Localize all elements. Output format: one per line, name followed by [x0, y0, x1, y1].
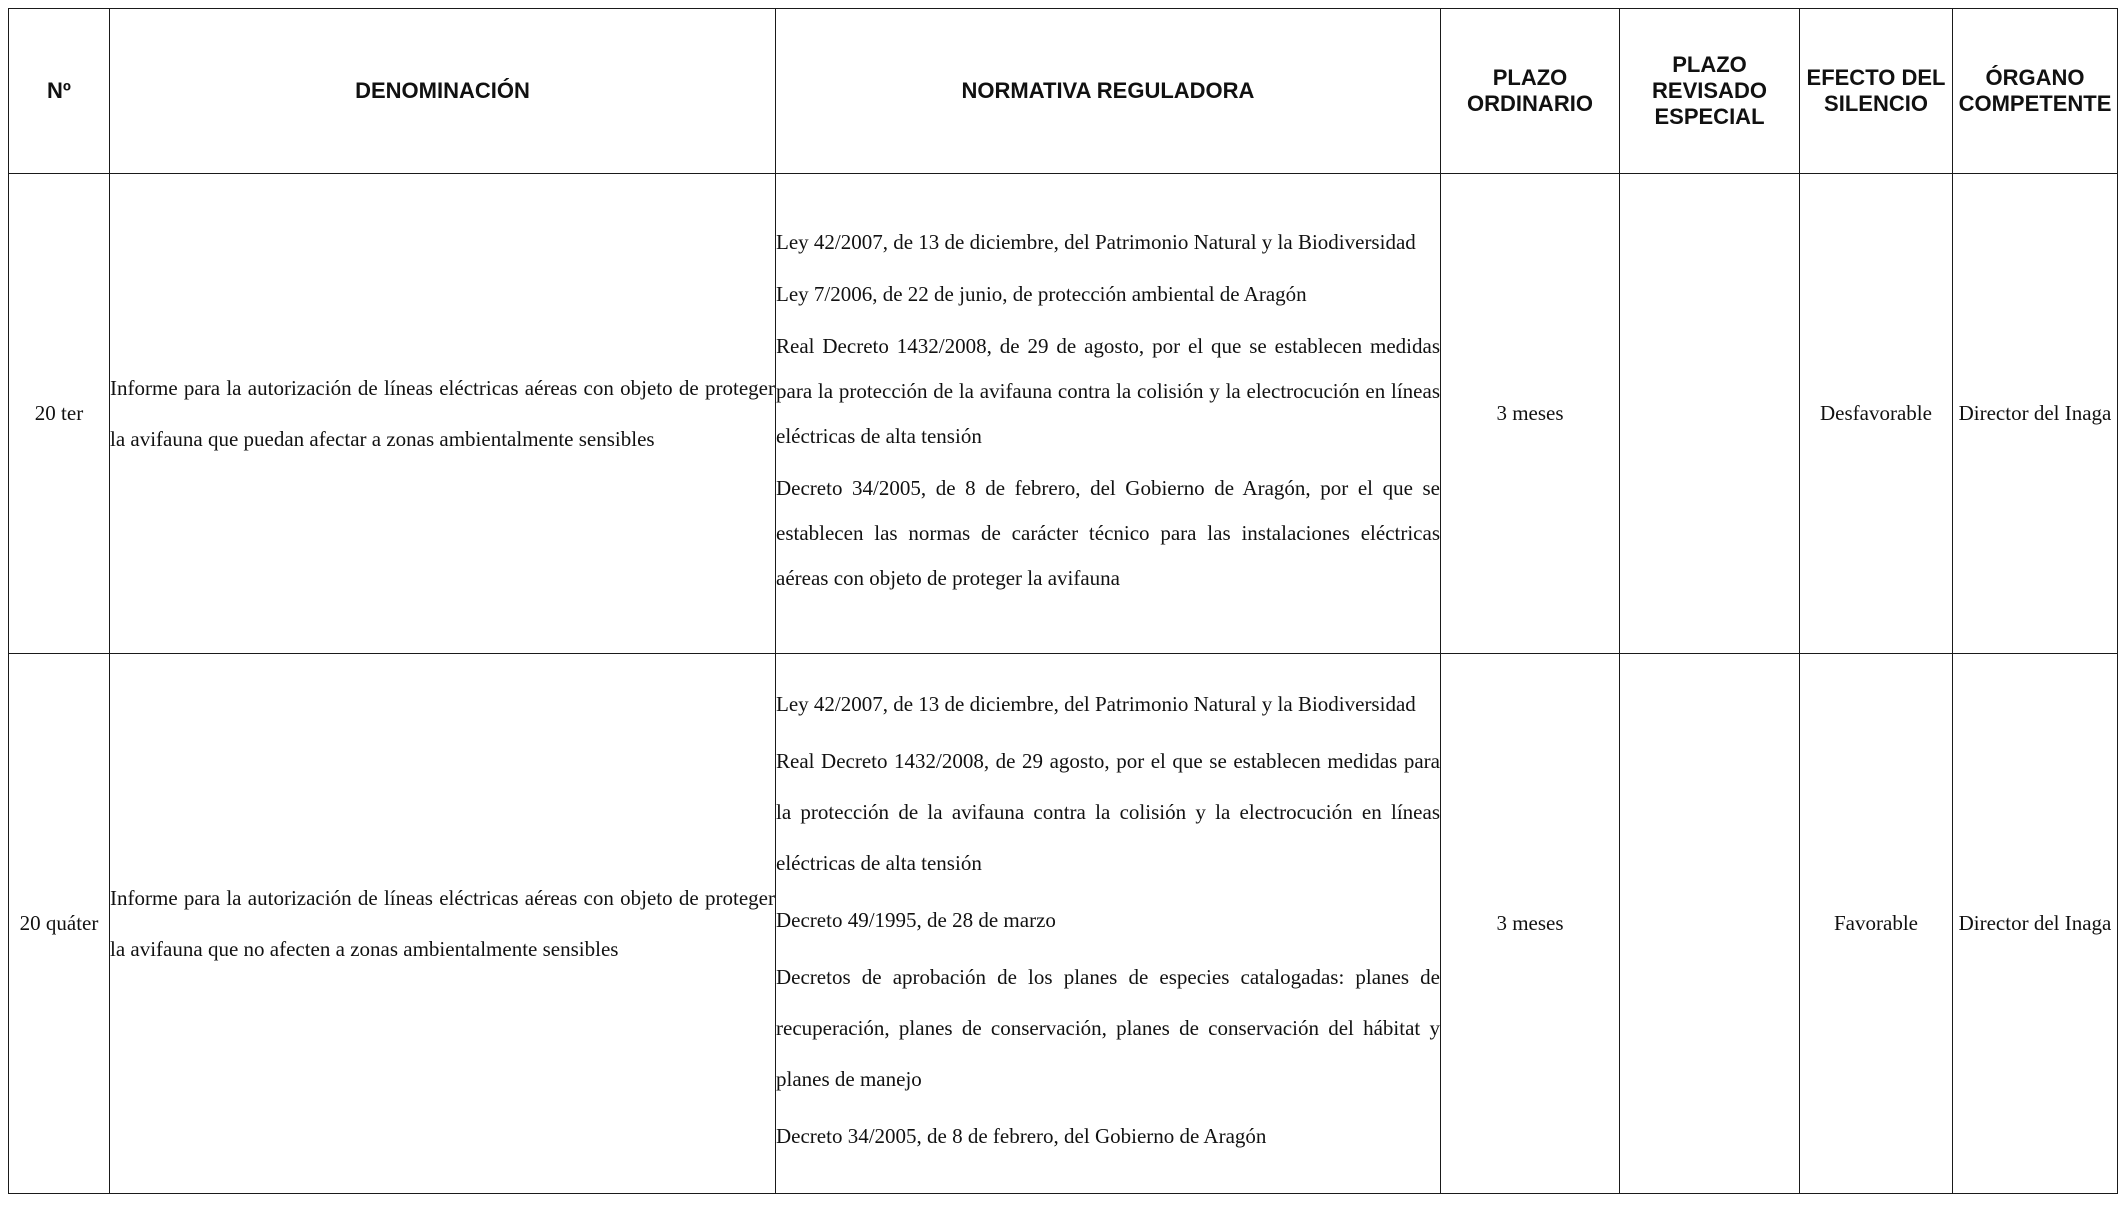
table-row — [9, 174, 2118, 654]
row-plazo-revisado — [1620, 174, 1800, 654]
row-efecto-silencio: Desfavorable — [1800, 174, 1953, 654]
row-organo: Director del Inaga — [1953, 174, 2118, 654]
header-normativa: NORMATIVA REGULADORA — [776, 9, 1441, 174]
procedures-table — [8, 8, 2118, 1194]
norma-item: Decreto 34/2005, de 8 de febrero, del Gobierno de Aragón, por el que se establecen las normas de carácter técnico para las instalaciones eléctricas aéreas con objeto de proteger la avifauna — [776, 475, 1440, 590]
row-efecto-silencio: Favorable — [1800, 654, 1953, 1194]
row-denominacion: Informe para la autorización de líneas eléctricas aéreas con objeto de proteger la avifauna que no afecten a zonas ambientalmente sensibles — [110, 654, 776, 1194]
norma-item: Ley 7/2006, de 22 de junio, de protección ambiental de Aragón — [776, 281, 1307, 306]
row-normativa — [776, 654, 1441, 1194]
header-organo: ÓRGANO COMPETENTE — [1953, 9, 2118, 174]
norma-item: Real Decreto 1432/2008, de 29 agosto, por el que se establecen medidas para la protección de la avifauna contra la colisión y la electrocución en líneas eléctricas de alta tensión — [776, 749, 1440, 875]
row-plazo-revisado — [1620, 654, 1800, 1194]
row-plazo-ordinario: 3 meses — [1441, 654, 1620, 1194]
norma-item: Decretos de aprobación de los planes de especies catalogadas: planes de recuperación, planes de conservación, planes de conservación del hábitat y planes de manejo — [776, 965, 1440, 1091]
row-number: 20 ter — [9, 174, 110, 654]
header-efecto-silencio: EFECTO DEL SILENCIO — [1800, 9, 1953, 174]
row-plazo-ordinario: 3 meses — [1441, 174, 1620, 654]
norma-item: Decreto 34/2005, de 8 de febrero, del Gobierno de Aragón — [776, 1124, 1267, 1148]
norma-item: Ley 42/2007, de 13 de diciembre, del Patrimonio Natural y la Biodiversidad — [776, 692, 1416, 716]
table-row — [9, 654, 2118, 1194]
header-plazo-ordinario: PLAZO ORDINARIO — [1441, 9, 1620, 174]
header-row — [9, 9, 2118, 174]
norma-item: Ley 42/2007, de 13 de diciembre, del Patrimonio Natural y la Biodiversidad — [776, 229, 1416, 254]
header-plazo-revisado: PLAZO REVISADO ESPECIAL — [1620, 9, 1800, 174]
norma-item: Decreto 49/1995, de 28 de marzo — [776, 908, 1056, 932]
row-organo: Director del Inaga — [1953, 654, 2118, 1194]
header-denominacion: DENOMINACIÓN — [110, 9, 776, 174]
row-normativa — [776, 174, 1441, 654]
row-number: 20 quáter — [9, 654, 110, 1194]
header-num: Nº — [9, 9, 110, 174]
row-denominacion: Informe para la autorización de líneas eléctricas aéreas con objeto de proteger la avifauna que puedan afectar a zonas ambientalmente sensibles — [110, 174, 776, 654]
norma-item: Real Decreto 1432/2008, de 29 de agosto, por el que se establecen medidas para la protección de la avifauna contra la colisión y la electrocución en líneas eléctricas de alta tensión — [776, 333, 1440, 448]
